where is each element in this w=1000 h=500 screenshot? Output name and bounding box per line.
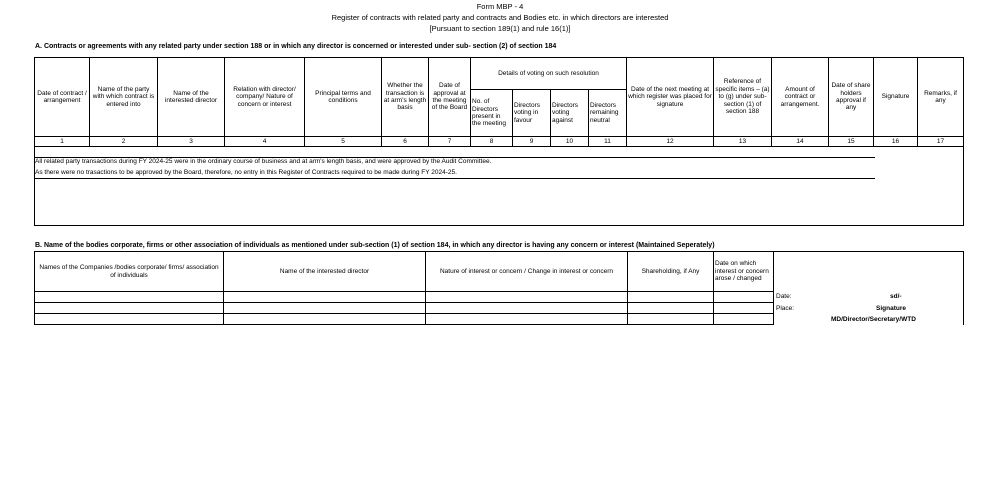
column-number: 1 — [35, 137, 90, 147]
column-number: 7 — [429, 137, 471, 147]
column-number: 10 — [551, 137, 589, 147]
register-subtitle: [Pursuant to section 189(1) and rule 16(1)] — [429, 24, 571, 33]
empty-cell — [714, 292, 774, 303]
empty-cell — [628, 314, 714, 325]
section-a-heading: A. Contracts or agreements with any related party under section 188 or in which any director is concerned or interested under sub- section (2) of section 184 — [35, 43, 557, 50]
header-arms-length: Whether the transaction is at arm's length basis — [382, 58, 429, 137]
empty-cell — [224, 292, 426, 303]
header-remaining-neutral: Directors remaining neutral — [589, 90, 627, 137]
column-number: 11 — [589, 137, 627, 147]
header-signature: Signature — [874, 58, 918, 137]
empty-cell — [714, 314, 774, 325]
column-number: 12 — [627, 137, 714, 147]
section-a-table — [34, 57, 964, 226]
register-title: Register of contracts with related party and contracts and Bodies etc. in which directors are interested — [331, 13, 669, 22]
header-next-meeting-date: Date of the next meeting at which register was placed for signature — [627, 58, 714, 137]
header-voting-favour: Directors voting in favour — [513, 90, 551, 137]
empty-cell — [714, 303, 774, 314]
empty-cell — [224, 314, 426, 325]
header-party-name: Name of the party with which contract is entered into — [90, 58, 158, 137]
empty-cell — [35, 292, 224, 303]
column-number: 15 — [829, 137, 874, 147]
header-reference-items: Reference of specific items – (a) to (g) under sub-section (1) of section 188 — [714, 58, 772, 137]
empty-cell — [224, 303, 426, 314]
header-directors-present: No. of Directors present in the meeting — [471, 90, 513, 137]
column-number: 17 — [918, 137, 964, 147]
empty-cell — [426, 303, 628, 314]
empty-cell — [628, 292, 714, 303]
signature-label: Signature — [876, 305, 906, 312]
empty-cell — [426, 314, 628, 325]
column-number: 6 — [382, 137, 429, 147]
header-principal-terms: Principal terms and conditions — [305, 58, 382, 137]
column-number: 13 — [714, 137, 772, 147]
header-voting-details: Details of voting on such resolution — [471, 58, 627, 90]
place-label: Place: — [776, 305, 795, 312]
signature-block — [774, 252, 964, 325]
empty-cell — [35, 314, 224, 325]
form-number: Form MBP - 4 — [476, 2, 524, 11]
header-interested-director: Name of the interested director — [224, 252, 426, 292]
designation-label: MD/Director/Secretary/WTD — [831, 316, 916, 323]
section-b-heading: B. Name of the bodies corporate, firms or other association of individuals as mentioned under sub-section (1) of section 184, in which any director is having any concern or interest (Maintained Seperately) — [35, 242, 715, 249]
column-number: 2 — [90, 137, 158, 147]
empty-cell — [628, 303, 714, 314]
header-nature-of-interest: Nature of interest or concern / Change in interest or concern — [426, 252, 628, 292]
header-date-interest-arose: Date on which interest or concern arose / changed — [714, 252, 774, 292]
section-b-table — [34, 251, 964, 325]
empty-cell — [426, 292, 628, 303]
column-number: 4 — [225, 137, 305, 147]
header-shareholding: Shareholding, if Any — [628, 252, 714, 292]
header-voting-against: Directors voting against — [551, 90, 589, 137]
column-number: 5 — [305, 137, 382, 147]
note-divider — [35, 178, 875, 179]
note-line-2: As there were no trasactions to be approved by the Board, therefore, no entry in this Register of Contracts required to be made during FY 2024-25. — [35, 169, 457, 176]
header-relation: Relation with director/ company/ Nature of concern or interest — [225, 58, 305, 137]
note-divider — [35, 157, 875, 158]
header-company-names: Names of the Companies /bodies corporate/ firms/ association of individuals — [35, 252, 224, 292]
header-interested-director: Name of the interested director — [158, 58, 225, 137]
header-board-approval-date: Date of approval at the meeting of the Board — [429, 58, 471, 137]
column-number: 14 — [772, 137, 829, 147]
column-number: 3 — [158, 137, 225, 147]
note-line-1: All related party transactions during FY 2024-25 were in the ordinary course of business and at arm's length basis, and were approved by the Audit Committee. — [35, 158, 492, 165]
header-amount: Amount of contract or arrangement. — [772, 58, 829, 137]
column-number: 9 — [513, 137, 551, 147]
date-label: Date: — [776, 293, 792, 300]
header-date-of-contract: Date of contract / arrangement — [35, 58, 90, 137]
column-number: 16 — [874, 137, 918, 147]
column-number: 8 — [471, 137, 513, 147]
column-number-row — [35, 137, 964, 147]
header-remarks: Remarks, if any — [918, 58, 964, 137]
sd-mark: sd/- — [890, 293, 902, 300]
header-shareholder-approval: Date of share holders approval if any — [829, 58, 874, 137]
empty-cell — [35, 303, 224, 314]
